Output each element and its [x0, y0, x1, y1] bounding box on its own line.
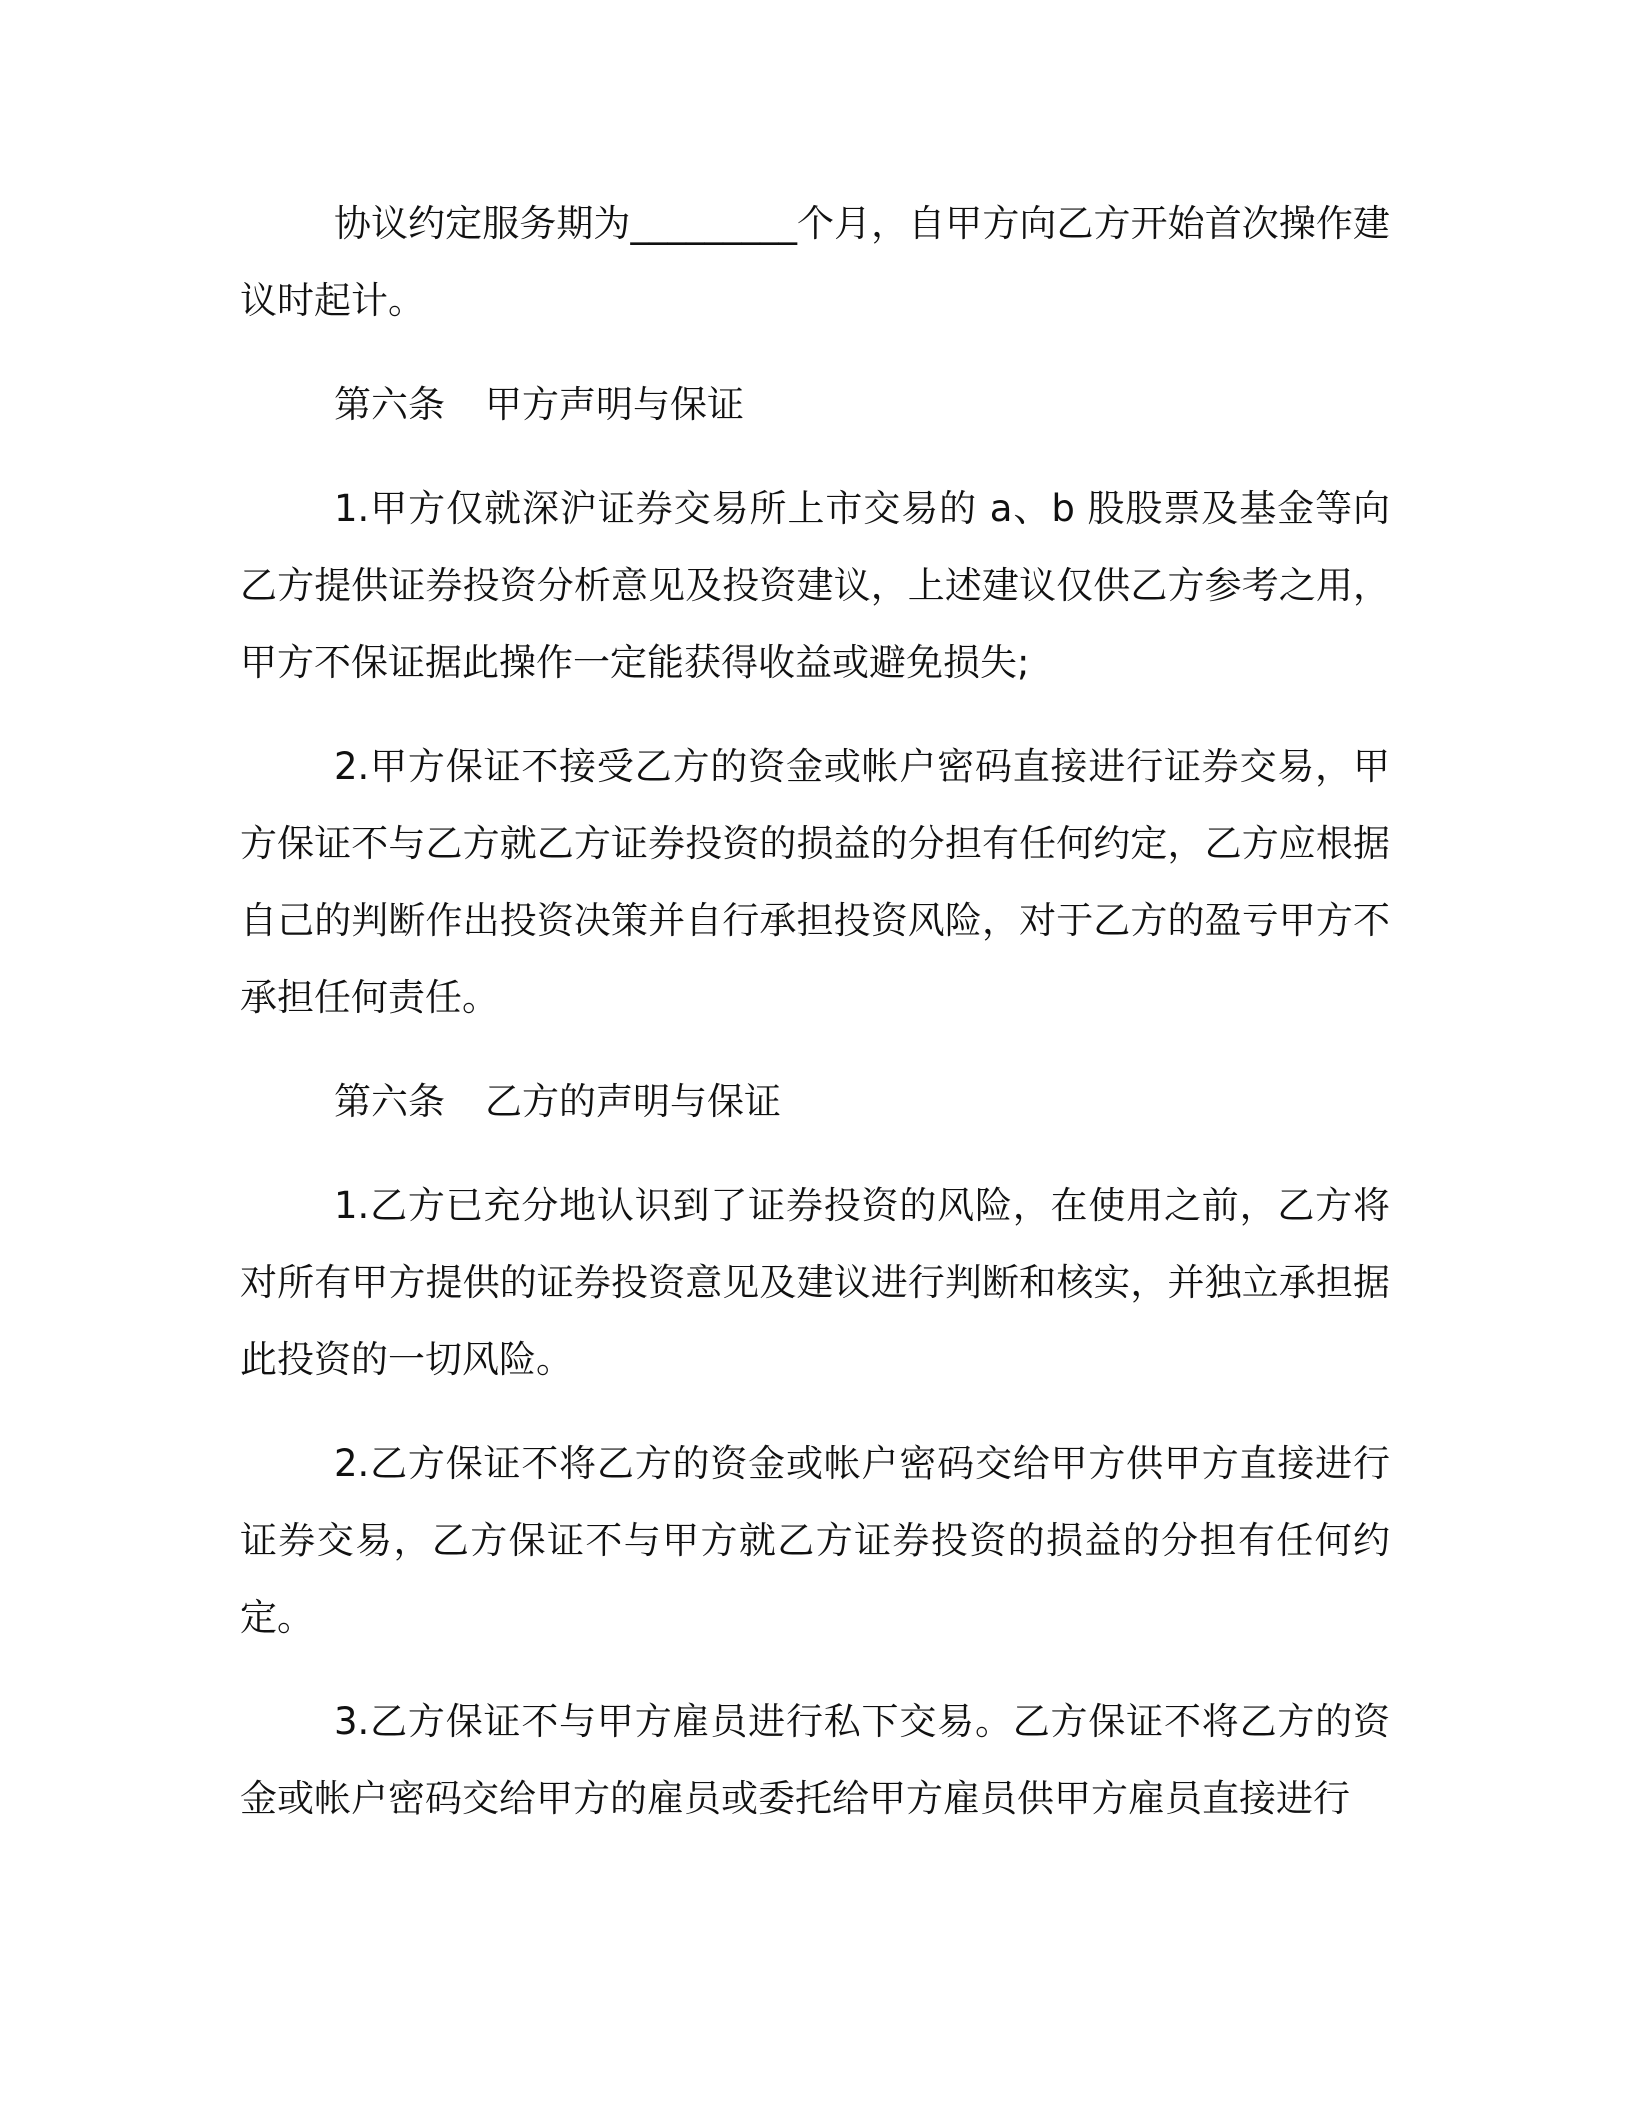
paragraph-party-b-clause-2: 2.乙方保证不将乙方的资金或帐户密码交给甲方供甲方直接进行证券交易，乙方保证不与甲方就乙方证券投资的损益的分担有任何约定。 — [240, 1442, 1390, 1639]
section-number: 第六条 — [334, 1080, 445, 1123]
paragraph-party-b-clause-1: 1.乙方已充分地认识到了证券投资的风险，在使用之前，乙方将对所有甲方提供的证券投资意见及建议进行判断和核实，并独立承担据此投资的一切风险。 — [240, 1184, 1390, 1381]
paragraph-party-a-clause-2: 2.甲方保证不接受乙方的资金或帐户密码直接进行证券交易，甲方保证不与乙方就乙方证券投资的损益的分担有任何约定，乙方应根据自己的判断作出投资决策并自行承担投资风险，对于乙方的盈亏甲方不承担任何责任。 — [240, 745, 1390, 1019]
section-heading-party-a — [240, 366, 1390, 443]
section-heading-party-b — [240, 1063, 1390, 1140]
section-title: 乙方的声明与保证 — [485, 1080, 781, 1123]
document-body — [240, 185, 1390, 1864]
paragraph-party-b-clause-3: 3.乙方保证不与甲方雇员进行私下交易。乙方保证不将乙方的资金或帐户密码交给甲方的雇员或委托给甲方雇员供甲方雇员直接进行 — [240, 1700, 1390, 1820]
paragraph-service-period: 协议约定服务期为_________个月，自甲方向乙方开始首次操作建议时起计。 — [240, 202, 1390, 322]
paragraph-party-a-clause-1: 1.甲方仅就深沪证券交易所上市交易的 a、b 股股票及基金等向乙方提供证券投资分析意见及投资建议，上述建议仅供乙方参考之用，甲方不保证据此操作一定能获得收益或避免损失; — [240, 487, 1390, 684]
section-title: 甲方声明与保证 — [485, 383, 744, 426]
section-number: 第六条 — [334, 383, 445, 426]
